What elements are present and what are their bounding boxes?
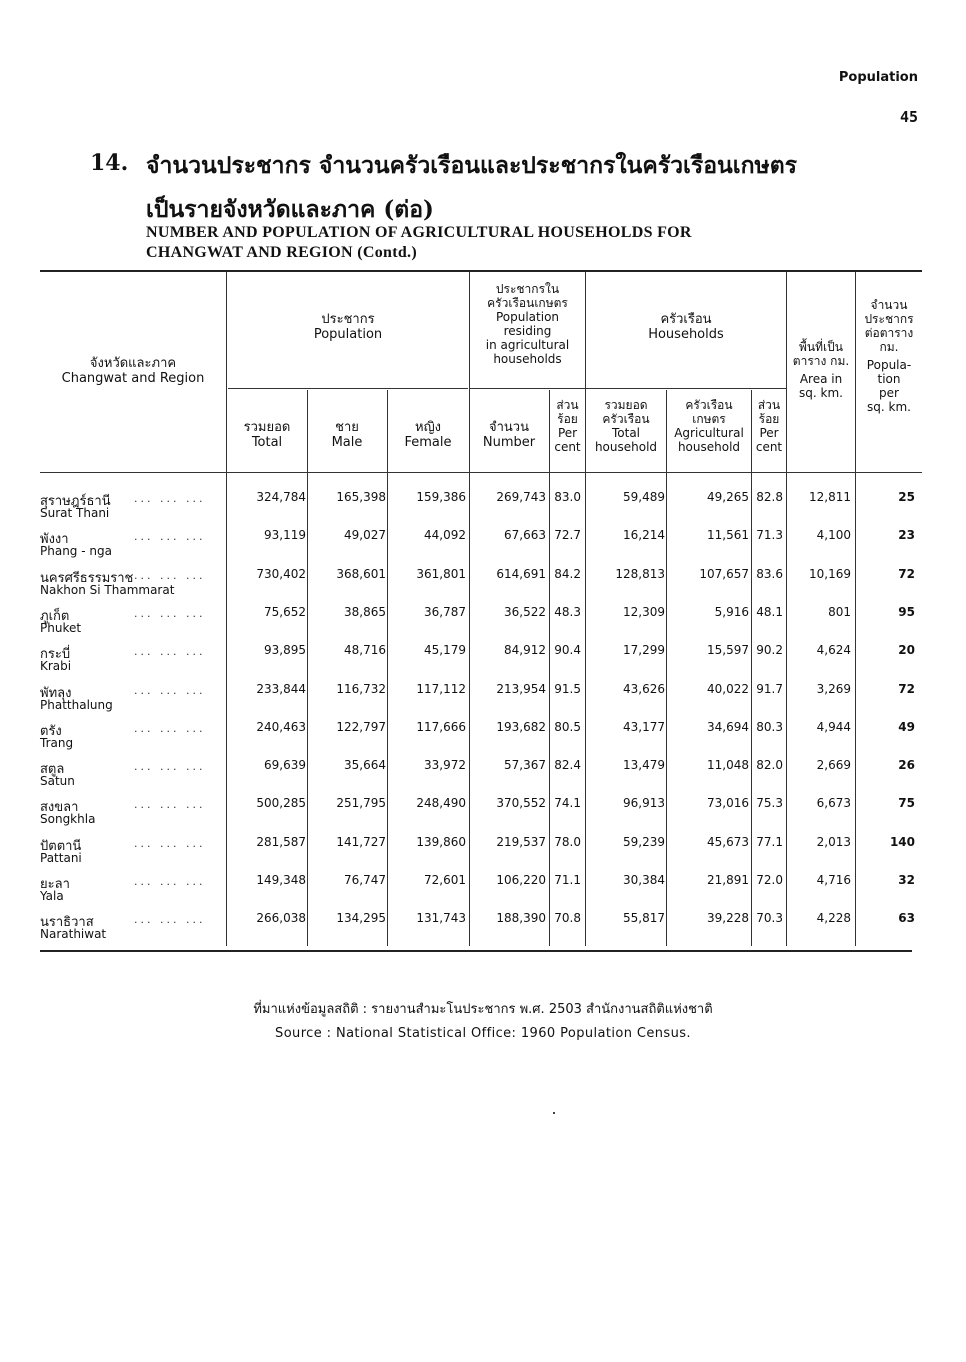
- agri-group-rule: [470, 388, 586, 389]
- changwat-name-english: Trang: [40, 735, 74, 750]
- header-pop-total-th: รวมยอด: [243, 420, 291, 435]
- cell-hh-total: 17,299: [623, 643, 665, 658]
- header-agri-population: [470, 282, 585, 366]
- cell-hh-pct: 90.2: [756, 643, 783, 658]
- table-row: [40, 682, 920, 720]
- cell-agri-pct: 48.3: [554, 604, 581, 619]
- cell-hh-pct: 83.6: [756, 566, 783, 581]
- changwat-name-english: Pattani: [40, 850, 82, 865]
- cell-agri-num: 614,691: [496, 566, 546, 581]
- cell-male: 49,027: [344, 528, 386, 543]
- table-row: [40, 528, 920, 566]
- header-hh-percent: [752, 398, 786, 454]
- cell-agri-num: 269,743: [496, 490, 546, 504]
- changwat-name-english: Songkhla: [40, 812, 96, 827]
- header-density-th2: ประชากร: [864, 312, 914, 326]
- changwat-name-english: Phatthalung: [40, 697, 113, 712]
- cell-hh-total: 43,177: [623, 719, 665, 734]
- table-row: [40, 911, 920, 949]
- cell-agri-num: 213,954: [496, 681, 546, 696]
- cell-hh-pct: 82.0: [756, 758, 783, 773]
- cell-density: 32: [898, 873, 915, 887]
- header-area-en1: Area in: [799, 372, 843, 386]
- changwat-name-thai: ตรัง: [40, 723, 62, 739]
- title-english-line2: CHANGWAT AND REGION (Contd.): [146, 244, 417, 261]
- leader-dots: ... ... ...: [134, 683, 206, 697]
- table-row: [40, 643, 920, 681]
- header-bottom-rule: [40, 472, 922, 473]
- cell-agri-pct: 82.4: [554, 758, 581, 773]
- page-number: 45: [899, 108, 918, 126]
- cell-agri-num: 193,682: [496, 719, 546, 734]
- header-households-en: Households: [648, 327, 724, 342]
- cell-total: 324,784: [256, 490, 306, 504]
- table-row: [40, 758, 920, 796]
- cell-female: 248,490: [416, 796, 466, 811]
- cell-density: 140: [889, 834, 915, 849]
- table-row: [40, 605, 920, 643]
- header-agri-pct-en2: cent: [554, 440, 581, 454]
- cell-agri-num: 84,912: [504, 643, 546, 658]
- cell-female: 139,860: [416, 834, 466, 849]
- header-density-th1: จำนวน: [870, 298, 908, 312]
- changwat-name-thai: ภูเก็ต: [40, 608, 70, 624]
- header-pop-male: [308, 420, 386, 450]
- header-hh-total-th1: รวมยอด: [604, 398, 648, 412]
- header-density-en2: tion: [877, 372, 901, 386]
- cell-hh-total: 12,309: [623, 604, 665, 619]
- changwat-name-english: Phuket: [40, 620, 82, 635]
- header-pop-female: [388, 420, 468, 450]
- cell-agri-pct: 70.8: [554, 911, 581, 926]
- cell-area: 4,228: [816, 911, 851, 926]
- cell-hh-agri: 21,891: [707, 873, 749, 887]
- header-agri-en1: Population: [495, 310, 560, 324]
- header-hh-pct-en2: cent: [755, 440, 783, 454]
- table-row: [40, 873, 920, 911]
- population-group-rule: [228, 388, 468, 389]
- cell-area: 2,669: [816, 758, 851, 773]
- cell-female: 45,179: [424, 643, 466, 658]
- cell-agri-pct: 72.7: [554, 528, 581, 543]
- cell-hh-agri: 5,916: [714, 604, 749, 619]
- cell-hh-pct: 75.3: [756, 796, 783, 811]
- changwat-name-thai: พังงา: [40, 532, 69, 548]
- cell-male: 76,747: [344, 873, 386, 887]
- cell-hh-total: 96,913: [623, 796, 665, 811]
- header-pop-total: [228, 420, 306, 450]
- leader-dots: ... ... ...: [134, 606, 206, 620]
- cell-hh-agri: 15,597: [707, 643, 749, 658]
- cell-area: 10,169: [809, 566, 851, 581]
- cell-hh-agri: 45,673: [707, 834, 749, 849]
- cell-male: 38,865: [344, 604, 386, 619]
- changwat-name-english: Satun: [40, 774, 75, 789]
- cell-agri-num: 36,522: [504, 604, 546, 619]
- cell-male: 122,797: [336, 719, 386, 734]
- header-hh-pct-en1: Per: [759, 426, 779, 440]
- header-hh-agri-th1: ครัวเรือน: [685, 398, 733, 412]
- table-row: [40, 835, 920, 873]
- leader-dots: ... ... ...: [134, 836, 206, 850]
- cell-density: 72: [898, 566, 915, 581]
- cell-density: 72: [898, 681, 915, 696]
- cell-density: 26: [898, 758, 915, 773]
- changwat-name-thai: พัทลุง: [40, 685, 72, 701]
- table-row: [40, 796, 920, 834]
- changwat-name-english: Phang - nga: [40, 544, 112, 559]
- cell-male: 251,795: [336, 796, 386, 811]
- changwat-name-thai: กระบี่: [40, 647, 71, 663]
- changwat-name-english: Surat Thani: [40, 506, 110, 520]
- header-area: [787, 340, 855, 400]
- header-pop-female-en: Female: [404, 435, 452, 450]
- header-population: [228, 312, 468, 342]
- leader-dots: ... ... ...: [134, 760, 206, 774]
- table-top-rule: [40, 270, 922, 272]
- header-population-en: Population: [313, 327, 383, 342]
- cell-hh-pct: 77.1: [756, 834, 783, 849]
- title-english-line1: NUMBER AND POPULATION OF AGRICULTURAL HOUSEHOLDS FOR: [146, 224, 692, 241]
- cell-total: 75,652: [264, 604, 306, 619]
- cell-area: 3,269: [816, 681, 851, 696]
- header-hh-pct-th1: ส่วน: [757, 398, 781, 412]
- cell-density: 20: [898, 643, 915, 658]
- header-agri-number: [470, 420, 548, 450]
- cell-agri-pct: 80.5: [554, 719, 581, 734]
- cell-agri-pct: 84.2: [554, 566, 581, 581]
- cell-agri-pct: 91.5: [554, 681, 581, 696]
- cell-hh-pct: 70.3: [756, 911, 783, 926]
- cell-male: 141,727: [336, 834, 386, 849]
- cell-total: 500,285: [256, 796, 306, 811]
- cell-hh-agri: 49,265: [707, 490, 749, 504]
- header-agri-en3: in agricultural: [485, 338, 570, 352]
- source-english: Source : National Statistical Office: 1960 Population Census.: [275, 1026, 691, 1041]
- table-row: [40, 720, 920, 758]
- cell-hh-total: 13,479: [623, 758, 665, 773]
- cell-female: 33,972: [424, 758, 466, 773]
- header-density: [856, 298, 922, 414]
- leader-dots: ... ... ...: [134, 568, 206, 582]
- cell-agri-num: 370,552: [496, 796, 546, 811]
- cell-female: 72,601: [424, 873, 466, 887]
- changwat-name-english: Krabi: [40, 659, 72, 674]
- cell-density: 63: [898, 911, 915, 926]
- header-agri-pct-en1: Per: [557, 426, 578, 440]
- cell-total: 93,119: [264, 528, 306, 543]
- header-agri-th1: ประชากรใน: [495, 282, 560, 296]
- changwat-name-thai: นราธิวาส: [40, 915, 94, 931]
- cell-female: 131,743: [416, 911, 466, 926]
- cell-area: 2,013: [816, 834, 851, 849]
- header-households-th: ครัวเรือน: [660, 312, 712, 327]
- header-density-th3: ต่อตาราง: [864, 326, 914, 340]
- header-region-th: จังหวัดและภาค: [89, 356, 177, 371]
- cell-male: 134,295: [336, 911, 386, 926]
- changwat-name-english: Yala: [40, 889, 64, 903]
- cell-hh-total: 16,214: [623, 528, 665, 543]
- leader-dots: ... ... ...: [134, 645, 206, 659]
- cell-hh-pct: 80.3: [756, 719, 783, 734]
- cell-total: 240,463: [256, 719, 306, 734]
- cell-agri-pct: 78.0: [554, 834, 581, 849]
- cell-area: 12,811: [809, 490, 851, 504]
- cell-agri-num: 67,663: [504, 528, 546, 543]
- leader-dots: ... ... ...: [134, 913, 206, 927]
- header-hh-agri-en2: household: [677, 440, 741, 454]
- header-hh-agri-en1: Agricultural: [674, 426, 744, 440]
- cell-total: 281,587: [256, 834, 306, 849]
- changwat-name-thai: สุราษฎร์ธานี: [40, 494, 111, 509]
- source-thai: ที่มาแห่งข้อมูลสถิติ : รายงานสำมะโนประชากร พ.ศ. 2503 สำนักงานสถิติแห่งชาติ: [253, 1002, 713, 1017]
- changwat-name-english: Narathiwat: [40, 927, 107, 942]
- cell-density: 25: [898, 490, 915, 504]
- print-speck: [553, 1112, 555, 1114]
- header-density-th4: กม.: [879, 340, 899, 354]
- cell-male: 165,398: [336, 490, 386, 504]
- cell-hh-agri: 34,694: [707, 719, 749, 734]
- cell-area: 801: [828, 604, 851, 619]
- cell-total: 69,639: [264, 758, 306, 773]
- leader-dots: ... ... ...: [134, 530, 206, 544]
- leader-dots: ... ... ...: [134, 721, 206, 735]
- header-agri-en4: households: [493, 352, 562, 366]
- cell-hh-agri: 73,016: [707, 796, 749, 811]
- cell-total: 233,844: [256, 681, 306, 696]
- cell-male: 368,601: [336, 566, 386, 581]
- cell-hh-total: 55,817: [623, 911, 665, 926]
- header-pop-female-th: หญิง: [415, 420, 441, 435]
- cell-male: 116,732: [336, 681, 386, 696]
- header-region: [40, 356, 226, 386]
- title-thai-line1: จำนวนประชากร จำนวนครัวเรือนและประชากรในครัวเรือนเกษตร: [146, 152, 798, 179]
- cell-hh-agri: 11,048: [707, 758, 749, 773]
- table-row: [40, 490, 920, 528]
- header-density-en1: Popula-: [866, 358, 912, 372]
- header-agri-number-th: จำนวน: [489, 420, 529, 435]
- header-agri-en2: residing: [503, 324, 552, 338]
- cell-hh-agri: 11,561: [707, 528, 749, 543]
- cell-total: 149,348: [256, 873, 306, 887]
- header-hh-total-th2: ครัวเรือน: [602, 412, 650, 426]
- header-region-en: Changwat and Region: [61, 371, 205, 386]
- header-agri-percent: [550, 398, 585, 454]
- cell-area: 4,624: [816, 643, 851, 658]
- cell-density: 95: [898, 604, 915, 619]
- header-agri-number-en: Number: [482, 435, 536, 450]
- header-agri-pct-th1: ส่วน: [556, 398, 579, 412]
- header-population-th: ประชากร: [321, 312, 375, 327]
- header-pop-male-en: Male: [331, 435, 363, 450]
- header-hh-total-en1: Total: [611, 426, 641, 440]
- header-hh-pct-th2: ร้อย: [758, 412, 780, 426]
- cell-agri-pct: 90.4: [554, 643, 581, 658]
- cell-hh-pct: 71.3: [756, 528, 783, 543]
- cell-total: 266,038: [256, 911, 306, 926]
- cell-female: 36,787: [424, 604, 466, 619]
- header-agri-pct-th2: ร้อย: [557, 412, 578, 426]
- running-head: Population: [838, 70, 918, 85]
- header-density-en3: per: [879, 386, 899, 400]
- cell-agri-num: 106,220: [496, 873, 546, 887]
- cell-hh-pct: 48.1: [756, 604, 783, 619]
- header-density-en4: sq. km.: [867, 400, 911, 414]
- cell-female: 117,666: [416, 719, 466, 734]
- cell-density: 75: [898, 796, 915, 811]
- header-pop-male-th: ชาย: [335, 420, 359, 435]
- cell-hh-total: 30,384: [623, 873, 665, 887]
- cell-total: 730,402: [256, 566, 306, 581]
- cell-male: 35,664: [344, 758, 386, 773]
- cell-density: 23: [898, 528, 915, 543]
- cell-hh-pct: 91.7: [756, 681, 783, 696]
- cell-hh-total: 59,489: [623, 490, 665, 504]
- cell-agri-num: 188,390: [496, 911, 546, 926]
- cell-hh-pct: 82.8: [756, 490, 783, 504]
- changwat-name-thai: นครศรีธรรมราช: [40, 570, 134, 586]
- header-pop-total-en: Total: [251, 435, 283, 450]
- cell-agri-num: 57,367: [504, 758, 546, 773]
- cell-agri-num: 219,537: [496, 834, 546, 849]
- header-hh-total: [586, 398, 666, 454]
- cell-area: 6,673: [816, 796, 851, 811]
- cell-female: 361,801: [416, 566, 466, 581]
- household-group-rule: [586, 388, 786, 389]
- cell-density: 49: [898, 719, 915, 734]
- cell-female: 44,092: [424, 528, 466, 543]
- cell-agri-pct: 83.0: [554, 490, 581, 504]
- table-row: [40, 567, 920, 605]
- changwat-name-thai: สตูล: [40, 762, 65, 778]
- header-agri-th2: ครัวเรือนเกษตร: [487, 296, 568, 310]
- cell-area: 4,100: [816, 528, 851, 543]
- header-area-th1: พื้นที่เป็น: [799, 340, 843, 354]
- cell-agri-pct: 71.1: [554, 873, 581, 887]
- cell-male: 48,716: [344, 643, 386, 658]
- cell-hh-total: 43,626: [623, 681, 665, 696]
- table-number: 14.: [90, 150, 129, 176]
- cell-hh-agri: 107,657: [699, 566, 749, 581]
- cell-hh-total: 59,239: [623, 834, 665, 849]
- cell-hh-agri: 40,022: [707, 681, 749, 696]
- cell-hh-agri: 39,228: [707, 911, 749, 926]
- cell-female: 117,112: [416, 681, 466, 696]
- leader-dots: ... ... ...: [134, 798, 206, 812]
- cell-area: 4,716: [816, 873, 851, 887]
- header-hh-total-en2: household: [594, 440, 658, 454]
- header-households: [586, 312, 786, 342]
- cell-hh-pct: 72.0: [756, 873, 783, 887]
- leader-dots: ... ... ...: [134, 875, 206, 888]
- header-area-en2: sq. km.: [799, 386, 843, 400]
- header-hh-agri: [667, 398, 751, 454]
- changwat-name-thai: ปัตตานี: [40, 838, 82, 854]
- changwat-name-thai: สงขลา: [40, 800, 79, 816]
- cell-area: 4,944: [816, 719, 851, 734]
- leader-dots: ... ... ...: [134, 492, 206, 505]
- cell-agri-pct: 74.1: [554, 796, 581, 811]
- header-area-th2: ตาราง กม.: [792, 354, 850, 368]
- changwat-name-thai: ยะลา: [40, 877, 70, 892]
- changwat-name-english: Nakhon Si Thammarat: [40, 582, 175, 597]
- table-bottom-rule: [40, 950, 912, 952]
- cell-female: 159,386: [416, 490, 466, 504]
- cell-total: 93,895: [264, 643, 306, 658]
- cell-hh-total: 128,813: [615, 566, 665, 581]
- header-hh-agri-th2: เกษตร: [692, 412, 726, 426]
- title-thai-line2: เป็นรายจังหวัดและภาค (ต่อ): [146, 196, 434, 223]
